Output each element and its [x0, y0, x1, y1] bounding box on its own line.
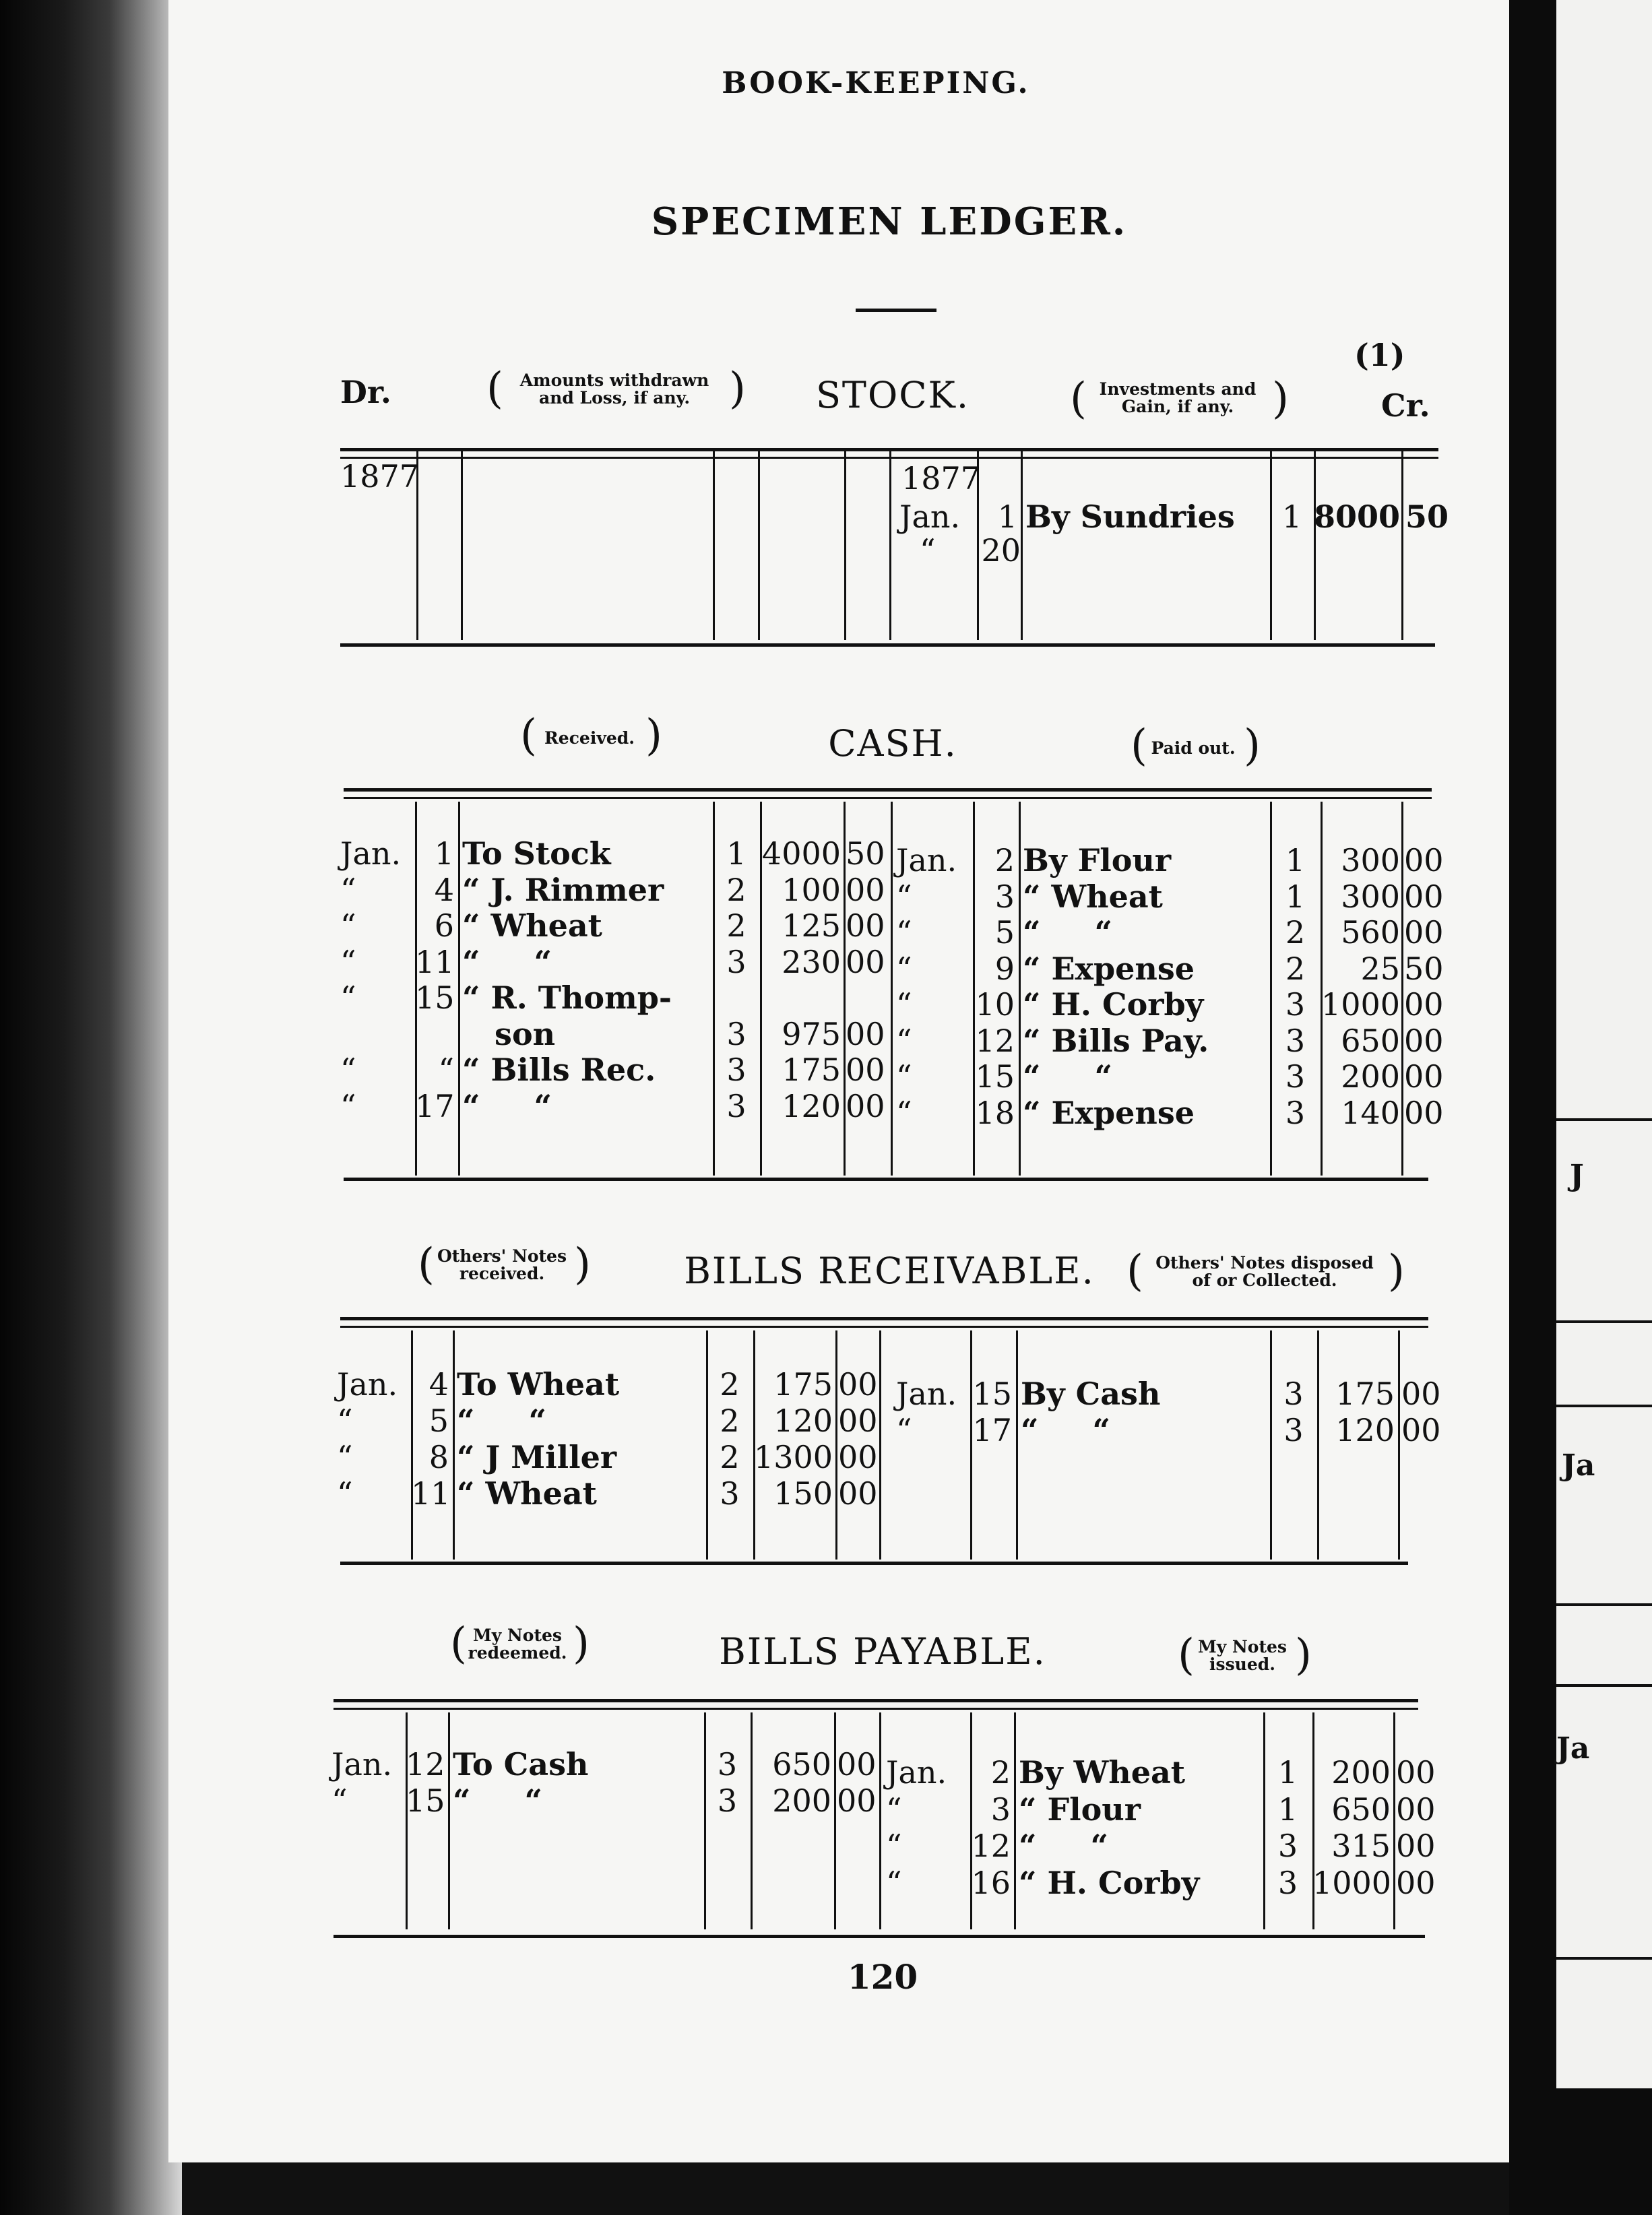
- ledger-dollars: 25: [1360, 950, 1400, 987]
- page-title: SPECIMEN LEDGER.: [651, 199, 1128, 244]
- book-spine: [0, 0, 182, 2215]
- ledger-month: “: [896, 914, 912, 951]
- ledger-month: “: [896, 878, 912, 915]
- ledger-day: 3: [990, 1791, 1011, 1828]
- ledger-month: “: [340, 907, 356, 944]
- ledger-day: 15: [406, 1783, 445, 1819]
- page-number: 120: [847, 1957, 918, 1997]
- cash-dr-note: Received.: [544, 728, 635, 748]
- ledger-cents: 50: [846, 835, 885, 872]
- ledger-dollars: 1000: [1312, 1864, 1392, 1901]
- ledger-desc: “ Bills Rec.: [462, 1052, 656, 1088]
- ledger-dollars: 140: [1341, 1094, 1400, 1131]
- ledger-cents: 50: [1404, 950, 1444, 987]
- ledger-desc: “ Flour: [1019, 1791, 1141, 1828]
- ledger-dollars: 300: [1341, 842, 1400, 878]
- ledger-month: “: [896, 1094, 912, 1131]
- ledger-cents: 00: [846, 871, 885, 908]
- ledger-dollars: 1000: [1321, 986, 1400, 1023]
- ledger-fol: 3: [1277, 1828, 1298, 1864]
- stock-dr-year: 1877: [340, 458, 420, 494]
- ledger-desc: “ H. Corby: [1019, 1864, 1200, 1901]
- ledger-dollars: 175: [782, 1052, 841, 1088]
- ledger-month: “: [896, 986, 912, 1023]
- ledger-dollars: 100: [782, 871, 841, 908]
- ledger-desc: To Stock: [462, 835, 611, 872]
- ledger-month: “: [340, 1052, 356, 1088]
- ledger-day: 4: [428, 1366, 449, 1403]
- ledger-month: “: [340, 943, 356, 980]
- ledger-desc: “ H. Corby: [1023, 986, 1204, 1023]
- ledger-desc: “ Wheat: [1023, 878, 1163, 915]
- account-name-bills-receivable: BILLS RECEIVABLE.: [684, 1250, 1095, 1292]
- ledger-fol: 3: [726, 943, 746, 980]
- stock-dr-note: Amounts withdrawn and Loss, if any.: [519, 371, 709, 408]
- ledger-fol: 3: [717, 1783, 738, 1819]
- ledger-month: “: [340, 871, 356, 908]
- ledger-month: Jan.: [331, 1746, 393, 1783]
- ledger-day: 5: [428, 1403, 449, 1439]
- ledger-day: 8: [428, 1439, 449, 1475]
- ledger-dollars: 200: [772, 1783, 831, 1819]
- ledger-day: 12: [975, 1022, 1015, 1059]
- bills-payable-dr-note: My Notes redeemed.: [468, 1626, 567, 1663]
- ledger-desc: “ Bills Pay.: [1023, 1022, 1209, 1059]
- ledger-cents: 00: [838, 1403, 878, 1439]
- stock-cr-note: Investments and Gain, if any.: [1099, 379, 1257, 416]
- ledger-fol: 1: [1285, 842, 1306, 878]
- ledger-fol: 2: [1285, 914, 1306, 951]
- ledger-fol: 1: [1277, 1754, 1298, 1791]
- ledger-desc: “ Expense: [1023, 950, 1195, 987]
- ledger-month: “: [896, 1022, 912, 1059]
- ledger-desc: “ R. Thomp-: [462, 980, 672, 1016]
- ledger-dollars: 315: [1331, 1828, 1391, 1864]
- ledger-cents: 00: [1404, 986, 1444, 1023]
- ledger-cents: 00: [1404, 1094, 1444, 1131]
- ledger-cents: 00: [1401, 1412, 1441, 1448]
- next-page-fragment: Ja: [1562, 1448, 1595, 1483]
- ledger-day: 15: [415, 980, 455, 1016]
- ledger-desc: By Cash: [1021, 1376, 1161, 1412]
- ledger-dollars: 120: [782, 1087, 841, 1124]
- folio-number: (1): [1354, 337, 1405, 373]
- debit-label: Dr.: [340, 374, 391, 410]
- next-page-fragment: Ja: [1556, 1731, 1590, 1766]
- ledger-fol: 3: [1285, 1022, 1306, 1059]
- ledger-dollars: 175: [1335, 1376, 1395, 1412]
- ledger-fol: 2: [720, 1366, 740, 1403]
- ledger-dollars: 175: [773, 1366, 833, 1403]
- ledger-day: 18: [975, 1094, 1015, 1131]
- ledger-month: “: [337, 1475, 353, 1512]
- ledger-day: 16: [971, 1864, 1011, 1901]
- ledger-desc: “ “: [453, 1783, 542, 1819]
- ledger-cents: 00: [1396, 1791, 1436, 1828]
- ledger-cents: 00: [838, 1475, 878, 1512]
- ledger-cents: 00: [1396, 1754, 1436, 1791]
- ledger-dollars: 1300: [753, 1439, 833, 1475]
- stock-cr-year: 1877: [901, 460, 981, 496]
- ledger-day: “: [438, 1052, 454, 1088]
- ledger-fol: 3: [720, 1475, 740, 1512]
- bills-receivable-cr-note: Others' Notes disposed of or Collected.: [1155, 1253, 1374, 1290]
- ledger-fol: 3: [726, 1087, 746, 1124]
- ledger-cents: 00: [1404, 1022, 1444, 1059]
- ledger-day: 11: [411, 1475, 451, 1512]
- ledger-fol: 2: [720, 1439, 740, 1475]
- ledger-cents: 00: [1401, 1376, 1441, 1412]
- ledger-fol: 1: [726, 835, 746, 872]
- ledger-month: Jan.: [340, 835, 402, 872]
- ledger-desc: “ “: [1021, 1412, 1110, 1448]
- ledger-cents: 00: [837, 1746, 877, 1783]
- ledger-cents: 00: [1396, 1864, 1436, 1901]
- ledger-dollars: 4000: [761, 835, 841, 872]
- ledger-desc: “ “: [1019, 1828, 1108, 1864]
- bills-receivable-dr-note: Others' Notes received.: [437, 1246, 567, 1283]
- ledger-day: 6: [434, 907, 454, 944]
- ledger-fol: 3: [1277, 1864, 1298, 1901]
- ledger-month: Jan.: [896, 1376, 957, 1412]
- running-head: BOOK-KEEPING.: [722, 66, 1030, 100]
- ledger-day: 15: [975, 1058, 1015, 1095]
- ledger-fol: 3: [1283, 1412, 1304, 1448]
- ledger-desc: “ “: [462, 1087, 552, 1124]
- ledger-cents: 00: [846, 1087, 885, 1124]
- ledger-desc: “ Wheat: [457, 1475, 597, 1512]
- ledger-day: 5: [994, 914, 1015, 951]
- account-name-stock: STOCK.: [815, 374, 970, 416]
- ledger-day: 2: [990, 1754, 1011, 1791]
- ledger-cents: 00: [1404, 914, 1444, 951]
- ledger-dollars: 120: [773, 1403, 833, 1439]
- account-name-cash: CASH.: [828, 722, 957, 765]
- ledger-fol: 2: [726, 907, 746, 944]
- ledger-desc: “ “: [462, 943, 552, 980]
- ledger-day: 3: [994, 878, 1015, 915]
- ledger-dollars: 300: [1341, 878, 1400, 915]
- ledger-desc: To Wheat: [457, 1366, 620, 1403]
- ledger-desc: “ “: [457, 1403, 546, 1439]
- ledger-desc: “ Wheat: [462, 907, 602, 944]
- ledger-cents: 00: [846, 1052, 885, 1088]
- cash-cr-note: Paid out.: [1151, 738, 1236, 758]
- ledger-dollars: 650: [1331, 1791, 1391, 1828]
- ledger-desc: son: [462, 1015, 556, 1052]
- ledger-dollars: 200: [1341, 1058, 1400, 1095]
- ledger-day: 17: [972, 1412, 1012, 1448]
- ledger-month: “: [337, 1439, 353, 1475]
- ledger-month: “: [896, 1058, 912, 1095]
- ledger-cents: 00: [1396, 1828, 1436, 1864]
- ledger-cents: 00: [838, 1366, 878, 1403]
- ledger-month: “: [886, 1828, 902, 1864]
- ledger-day: 9: [994, 950, 1015, 987]
- ledger-dollars: 230: [782, 943, 841, 980]
- ledger-desc: To Cash: [453, 1746, 589, 1783]
- ledger-day: 12: [406, 1746, 445, 1783]
- ledger-month: “: [340, 1087, 356, 1124]
- ledger-cents: 00: [1404, 842, 1444, 878]
- ledger-day: 2: [994, 842, 1015, 878]
- ledger-fol: 3: [1285, 1058, 1306, 1095]
- ledger-desc: “ Expense: [1023, 1094, 1195, 1131]
- ledger-day: 12: [971, 1828, 1011, 1864]
- ledger-month: “: [331, 1783, 348, 1819]
- ledger-day: 17: [415, 1087, 455, 1124]
- ledger-cents: 00: [838, 1439, 878, 1475]
- ledger-cents: 00: [846, 907, 885, 944]
- ledger-fol: 2: [1285, 950, 1306, 987]
- ledger-month: Jan.: [337, 1366, 398, 1403]
- ledger-month: “: [896, 950, 912, 987]
- account-name-bills-payable: BILLS PAYABLE.: [719, 1630, 1046, 1673]
- bills-payable-cr-note: My Notes issued.: [1198, 1637, 1287, 1674]
- ledger-day: 10: [975, 986, 1015, 1023]
- ledger-fol: 3: [1285, 1094, 1306, 1131]
- ledger-dollars: 560: [1341, 914, 1400, 951]
- ledger-cents: 00: [837, 1783, 877, 1819]
- ledger-fol: 3: [726, 1015, 746, 1052]
- ledger-fol: 3: [1283, 1376, 1304, 1412]
- ledger-day: 1: [434, 835, 454, 872]
- ledger-cents: 00: [846, 1015, 885, 1052]
- ledger-month: “: [886, 1791, 902, 1828]
- ledger-month: Jan.: [896, 842, 957, 878]
- ledger-fol: 1: [1285, 878, 1306, 915]
- ledger-month: Jan.: [886, 1754, 947, 1791]
- ledger-dollars: 975: [782, 1015, 841, 1052]
- ledger-dollars: 650: [1341, 1022, 1400, 1059]
- next-page-fragment: J: [1570, 1159, 1584, 1193]
- ledger-fol: 3: [717, 1746, 738, 1783]
- ledger-fol: 2: [720, 1403, 740, 1439]
- ledger-desc: By Flour: [1023, 842, 1172, 878]
- ledger-day: 15: [972, 1376, 1012, 1412]
- ledger-fol: 3: [726, 1052, 746, 1088]
- ledger-desc: “ J Miller: [457, 1439, 617, 1475]
- ledger-month: “: [896, 1412, 912, 1448]
- ledger-month: “: [886, 1864, 902, 1901]
- ledger-dollars: 150: [773, 1475, 833, 1512]
- ledger-fol: 3: [1285, 986, 1306, 1023]
- adjacent-page-edge: [1556, 0, 1652, 2088]
- ledger-dollars: 200: [1331, 1754, 1391, 1791]
- credit-label: Cr.: [1381, 387, 1430, 424]
- ledger-dollars: 120: [1335, 1412, 1395, 1448]
- ledger-fol: 1: [1277, 1791, 1298, 1828]
- title-rule: [856, 309, 936, 312]
- ledger-desc: “ “: [1023, 914, 1112, 951]
- ledger-month: “: [337, 1403, 353, 1439]
- ledger-cents: 00: [1404, 1058, 1444, 1095]
- ledger-desc: “ “: [1023, 1058, 1112, 1095]
- ledger-day: 4: [434, 871, 454, 908]
- ledger-cents: 00: [846, 943, 885, 980]
- ledger-desc: By Wheat: [1019, 1754, 1186, 1791]
- ledger-cents: 00: [1404, 878, 1444, 915]
- ledger-desc: “ J. Rimmer: [462, 871, 664, 908]
- ledger-month: “: [340, 980, 356, 1016]
- ledger-day: 11: [415, 943, 455, 980]
- ledger-dollars: 650: [772, 1746, 831, 1783]
- ledger-fol: 2: [726, 871, 746, 908]
- ledger-dollars: 125: [782, 907, 841, 944]
